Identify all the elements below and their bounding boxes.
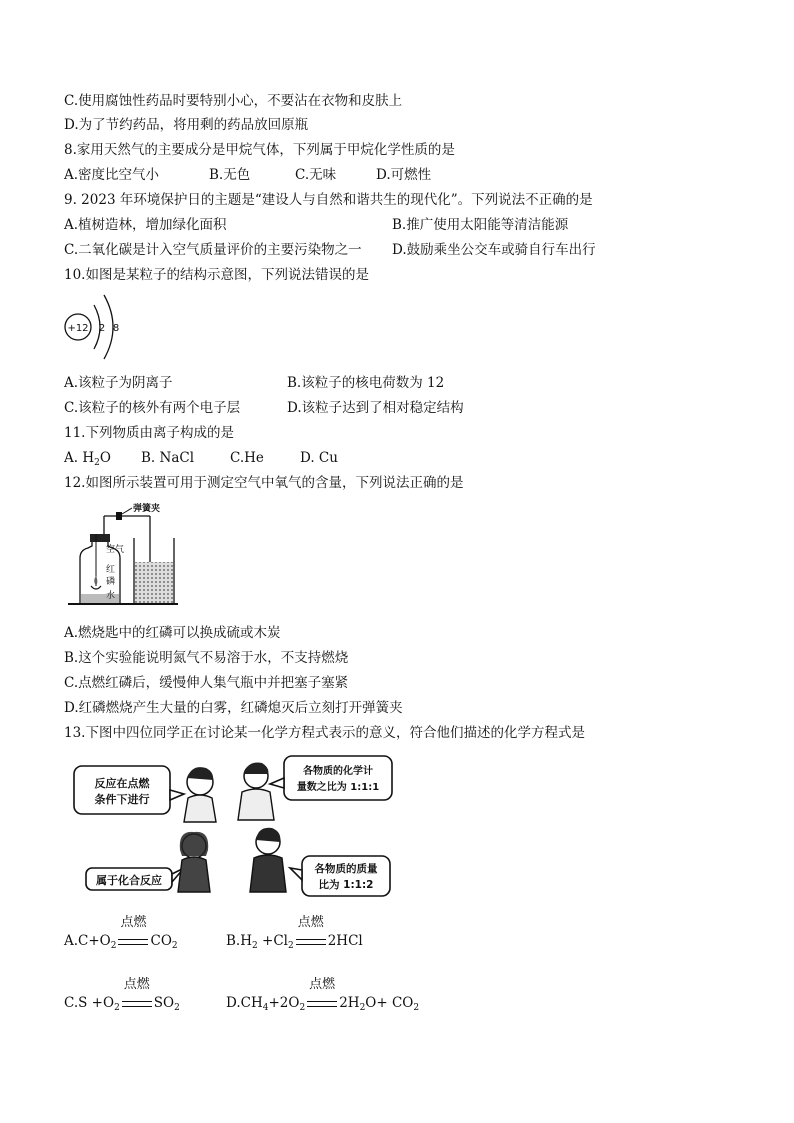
bubble-2-tail	[270, 778, 284, 788]
shell-2-electrons: 8	[112, 323, 120, 334]
bubble-4-line-1: 各物质的质量	[314, 863, 378, 875]
bubble-1-tail	[170, 790, 184, 800]
red-label: 红	[106, 565, 116, 575]
question-12: 12.如图所示装置可用于测定空气中氧气的含量，下列说法正确的是	[64, 475, 464, 491]
bubble-4-tail	[290, 868, 302, 880]
boy-student-1-figure	[184, 767, 216, 822]
reaction-condition-b: 点燃	[296, 932, 326, 950]
q8-option-c[interactable]: C.无味	[295, 167, 337, 183]
q13-option-b[interactable]: $B.H_2 +Cl_2$ 点燃 2HCl	[226, 915, 363, 951]
q12-option-c[interactable]: C.点燃红磷后，缓慢伸人集气瓶中并把塞子塞紧	[64, 675, 349, 691]
bubble-1-line-1: 反应在点燃	[94, 777, 150, 790]
q9-option-a[interactable]: A.植树造林，增加绿化面积	[64, 217, 227, 233]
bubble-3-text: 属于化合反应	[96, 874, 162, 887]
q10-option-d[interactable]: D.该粒子达到了相对稳定结构	[287, 400, 464, 416]
q12-option-a[interactable]: A.燃烧匙中的红磷可以换成硫或木炭	[64, 625, 281, 641]
q10-option-c[interactable]: C.该粒子的核外有两个电子层	[64, 400, 241, 416]
q10-option-b[interactable]: B.该粒子的核电荷数为 12	[287, 375, 445, 391]
q11-option-d[interactable]: D. Cu	[300, 450, 338, 466]
clamp-label: 弹簧夹	[133, 504, 161, 514]
bottle-stopper	[90, 534, 110, 542]
boy-student-3-figure	[250, 828, 286, 892]
phosphorus-label: 磷	[106, 577, 116, 587]
q11-option-c[interactable]: C.He	[230, 450, 264, 466]
shell-1-electrons: 2	[98, 323, 106, 334]
nucleus-charge-label: +12	[67, 323, 89, 334]
q9-option-b[interactable]: B.推广使用太阳能等清洁能源	[392, 217, 569, 233]
option-line-d-return-reagent: D.为了节约药品，将用剩的药品放回原瓶	[64, 117, 309, 133]
q8-option-d[interactable]: D.可燃性	[376, 167, 432, 183]
q12-option-b[interactable]: B.这个实验能说明氮气不易溶于水，不支持燃烧	[64, 650, 349, 666]
oxygen-measurement-apparatus	[66, 500, 186, 612]
q10-option-a[interactable]: A.该粒子为阴离子	[64, 375, 173, 391]
bubble-1-line-2: 条件下进行	[94, 793, 150, 806]
clamp-label-pointer	[122, 508, 132, 514]
q13-option-c[interactable]: $C.S +O_2$ 点燃 $SO_2$	[64, 977, 180, 1013]
question-8: 8.家用天然气的主要成分是甲烷气体，下列属于甲烷化学性质的是	[64, 142, 455, 158]
bubble-2-line-2: 量数之比为 1:1:1	[296, 782, 380, 793]
q11-option-a[interactable]: A. $H_2O$	[64, 450, 111, 468]
combustion-spoon	[91, 586, 101, 589]
speech-bubble-1	[74, 766, 170, 814]
q13-option-d[interactable]: $D.CH_4+2O_2$ 点燃 $2H_2O+ CO_2$	[226, 977, 420, 1013]
question-9: 9. 2023 年环境保护日的主题是“建设人与自然和谐共生的现代化”。下列说法不正确的是	[64, 192, 593, 208]
question-11: 11.下列物质由离子构成的是	[64, 425, 234, 441]
bubble-4-line-2: 比为 1:1:2	[318, 879, 374, 891]
spring-clamp-icon	[116, 512, 122, 520]
reaction-condition-c: 点燃	[122, 994, 152, 1012]
electron-shell-2-arc	[104, 295, 113, 359]
boy-student-2-figure	[238, 762, 274, 820]
q11-option-b[interactable]: B. NaCl	[141, 450, 195, 466]
q9-option-d[interactable]: D.鼓励乘坐公交车或骑自行车出行	[392, 242, 596, 258]
question-10: 10.如图是某粒子的结构示意图，下列说法错误的是	[64, 267, 369, 283]
students-discussion-illustration	[66, 750, 396, 906]
q8-option-a[interactable]: A.密度比空气小	[64, 167, 160, 183]
water-label: 水	[106, 591, 116, 601]
option-line-c-corrosive: C.使用腐蚀性药品时要特别小心，不要沾在衣物和皮肤上	[64, 93, 403, 109]
q8-option-b[interactable]: B.无色	[209, 167, 251, 183]
bubble-2-line-1: 各物质的化学计	[303, 766, 373, 777]
speech-bubble-2	[284, 756, 392, 800]
reaction-condition-a: 点燃	[118, 932, 148, 950]
beaker-water	[135, 562, 173, 603]
flame-icon	[94, 576, 97, 584]
atom-structure-diagram	[60, 290, 132, 368]
q12-option-d[interactable]: D.红磷燃烧产生大量的白雾，红磷熄灭后立刻打开弹簧夹	[64, 700, 403, 716]
girl-student-figure	[178, 832, 210, 892]
reaction-condition-d: 点燃	[307, 994, 337, 1012]
q13-option-a[interactable]: $A.C+O_2$ 点燃 $CO_2$	[64, 915, 178, 951]
question-13: 13.下图中四位同学正在讨论某一化学方程式表示的意义，符合他们描述的化学方程式是	[64, 725, 585, 741]
air-label: 空气	[106, 545, 125, 555]
q9-option-c[interactable]: C.二氧化碳是计入空气质量评价的主要污染物之一	[64, 242, 362, 258]
